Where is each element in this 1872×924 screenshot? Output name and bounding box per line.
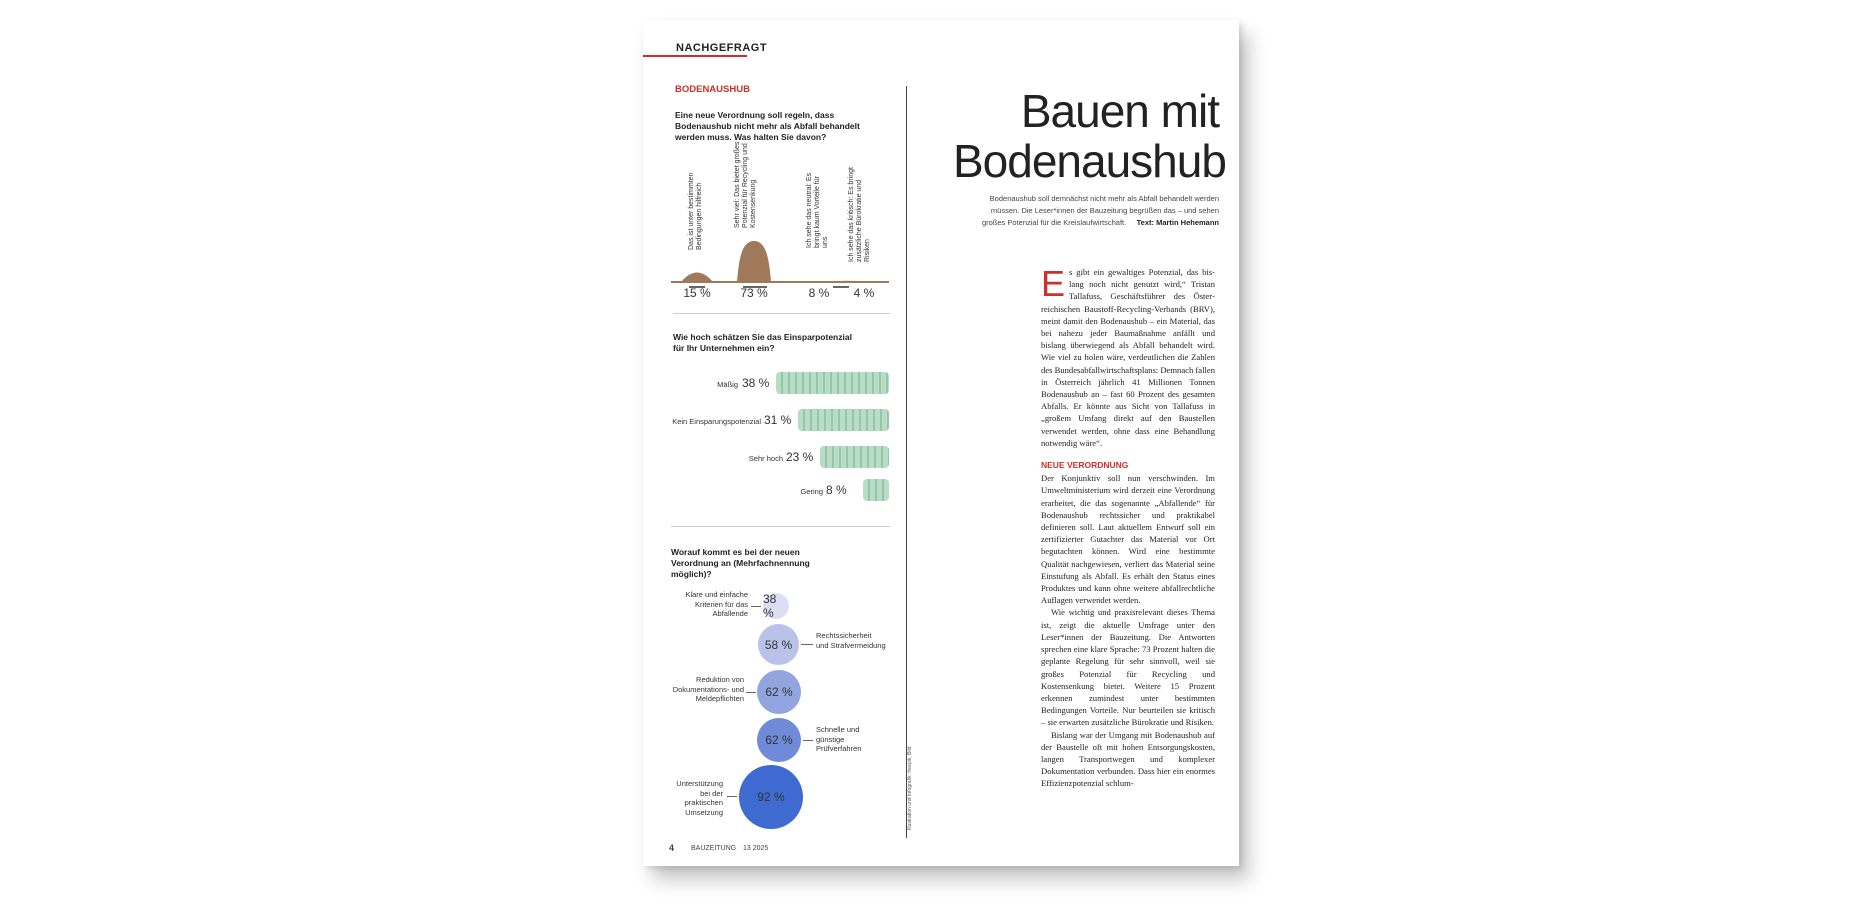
q3-label-5: Unterstützung bei der praktischen Umsetzung (676, 779, 723, 817)
q2-pct-4: 8 % (826, 483, 847, 497)
lead-line-3-text: großes Potenzial für die Kreislaufwirtschaft. (981, 218, 1127, 227)
q1-hill-chart (669, 215, 889, 295)
magazine-name: BAUZEITUNG (691, 845, 737, 852)
q3-bubble-4: 62 % (757, 718, 801, 762)
paragraph-4: Bislang war der Umgang mit Bodenaushub auf der Baustelle oft mit hohen Entsorgungskosten, langen Transportwegen und komplexer Dokumentation verbunden. Dass hier ein enormes Effizienzpotenzial schlum- (1041, 729, 1215, 789)
q2-pct-1: 38 % (742, 376, 770, 390)
issue-number: 13 2025 (743, 845, 769, 852)
q3-connector-4 (803, 740, 813, 741)
q3-bubble-2: 58 % (758, 624, 799, 665)
q3-label-3: Reduktion von Dokumentations- und Meldepflichten (672, 675, 744, 703)
image-credit: Illustration und Infografik: freepik, Bild (907, 746, 913, 830)
q3-label-1: Klare und einfache Kriterien für das Abfallende (685, 590, 748, 618)
q3-connector-2 (801, 644, 813, 645)
divider (671, 526, 890, 527)
magazine-spread (643, 20, 1239, 866)
q2-pct-3: 23 % (786, 450, 814, 464)
q3-bubble-5: 92 % (739, 765, 803, 829)
paragraph-3: Wie wichtig und praxisrelevant dieses Thema ist, zeigt die aktuelle Umfrage unter den Leser*innen der Bauzeitung. Die Antworten sprechen eine klare Sprache: 73 Prozent halten die geplante Regelung für sehr sinnvoll, weil sie großes Potenzial für Recycling und Kostensenkung bietet. Weitere 15 Prozent erkennen zumindest unter bestimmten Bedingungen Vorteile. Nur beurteilen sie kritisch – sie erwarten zusätzliche Bürokratie und Risiken. (1041, 607, 1215, 728)
divider (673, 313, 890, 314)
q1-pct-1: 15 % (683, 286, 711, 300)
hill-73 (737, 241, 771, 282)
subheading: NEUE VERORDNUNG (1041, 460, 1129, 471)
title-line-2: Bodenaushub (953, 135, 1226, 187)
section-heading: BODENAUSHUB (675, 84, 750, 95)
drop-cap: E (1041, 263, 1066, 304)
q2-label-1: Mäßig (717, 380, 738, 389)
lead-line-1: Bodenaushub soll demnächst nicht mehr als Abfall behandelt werden (989, 194, 1219, 203)
q3-label-4: Schnelle und günstige Prüfverfahren (816, 725, 862, 753)
kicker-underline (643, 55, 747, 57)
q1-pct-2: 73 % (740, 286, 768, 300)
q3-connector-5 (727, 796, 737, 797)
column-rule (906, 86, 907, 838)
q1-label-4: Ich sehe das kritisch: Es bringt zusätzliche Bürokratie und Risiken (848, 167, 871, 262)
author: Text: Martin Hehemann (1136, 218, 1219, 227)
q3-question: Worauf kommt es bei der neuen Verordnung an (Mehrfachnennung möglich)? (671, 547, 810, 579)
q2-label-3: Sehr hoch (748, 454, 783, 463)
paragraph-1 (1041, 263, 1215, 449)
q2-bar-4 (863, 479, 889, 501)
q3-connector-1 (751, 606, 761, 607)
q2-bar-2 (798, 409, 889, 431)
q3-bubble-3: 62 % (757, 670, 801, 714)
article-body (1041, 263, 1215, 790)
q3-bubble-1: 38 % (763, 593, 789, 619)
lead-line-3 (933, 217, 1219, 229)
page-number: 4 (669, 843, 675, 853)
q2-question: Wie hoch schätzen Sie das Einsparpotenzial für Ihr Unternehmen ein? (673, 332, 852, 353)
q2-bar-3 (820, 446, 889, 468)
lead-line-2: müssen. Die Leser*innen der Bauzeitung begrüßen das – und sehen (990, 206, 1219, 215)
q1-pct-4: 4 % (853, 286, 875, 300)
hill-4 (837, 282, 855, 283)
paragraph-2: Der Konjunktiv soll nun verschwinden. Im Umweltministerium wird derzeit eine Verordnung erarbeitet, die das sogenannte „Abfallende“ für Bodenaushub rechtssicher und praktikabel definieren soll. Laut aktuellem Entwurf soll ein zertifizierter Gutachter das Material vor Ort begutachten können. Wird eine bestimmte Qualität nachgewiesen, verliert das Material seine Einstufung als Abfall. Es erhält den Status eines Produktes und kann ohne weitere abfallrechtliche Auflagen verwendet werden. (1041, 473, 1215, 606)
paragraph-1-text: s gibt ein gewaltiges Potenzial, das bislang noch nicht genutzt wird,“ Tristan Tallafuss, Geschäftsführer des Österreichischen Baustoff-Recycling-Verbands (BRV), meint damit den Bodenaushub – ein Material, das bei nahezu jeder Baumaßnahme anfällt und bislang überwiegend als Abfall behandelt wird. Wie viel zu holen wäre, verdeutlichen die Zahlen des Bundesabfallwirtschaftsplans: Demnach fallen in Österreich jährlich 41 Millionen Tonnen Bodenaushub an – fast 60 Prozent des gesamten Abfalls. Er könnte aus Sicht von Tallafuss in „großem Umfang direkt auf den Baustellen verwendet werden, ohne dass eine Behandlung notwendig wäre“. (1041, 267, 1215, 448)
q1-label-2: Sehr viel: Das bietet großes Potenzial für Recycling und Kostensenkung (734, 141, 757, 228)
kicker: NACHGEFRAGT (676, 42, 768, 54)
q2-label-4: Gering (800, 487, 823, 496)
hill-15 (681, 273, 713, 283)
q1-question: Eine neue Verordnung soll regeln, dass Bodenaushub nicht mehr als Abfall behandelt werden muss. Was halten Sie davon? (675, 110, 860, 142)
article-title (953, 85, 1226, 187)
lead-text (933, 193, 1219, 229)
q2-bar-1 (776, 372, 889, 394)
q3-connector-3 (746, 692, 756, 693)
q2-label-2: Kein Einsparungspotenzial (672, 417, 761, 426)
q3-label-2: Rechtssicherheit und Strafvermeidung (816, 631, 886, 650)
q1-label-1: Das ist unter bestimmten Bedingungen hilfreich (688, 172, 703, 250)
title-line-1: Bauen mit (1020, 85, 1219, 137)
q1-pct-3: 8 % (808, 286, 830, 300)
q2-pct-2: 31 % (764, 413, 792, 427)
q1-label-3: Ich sehe das neutral: Es bringt kaum Vorteile für uns (806, 172, 829, 248)
